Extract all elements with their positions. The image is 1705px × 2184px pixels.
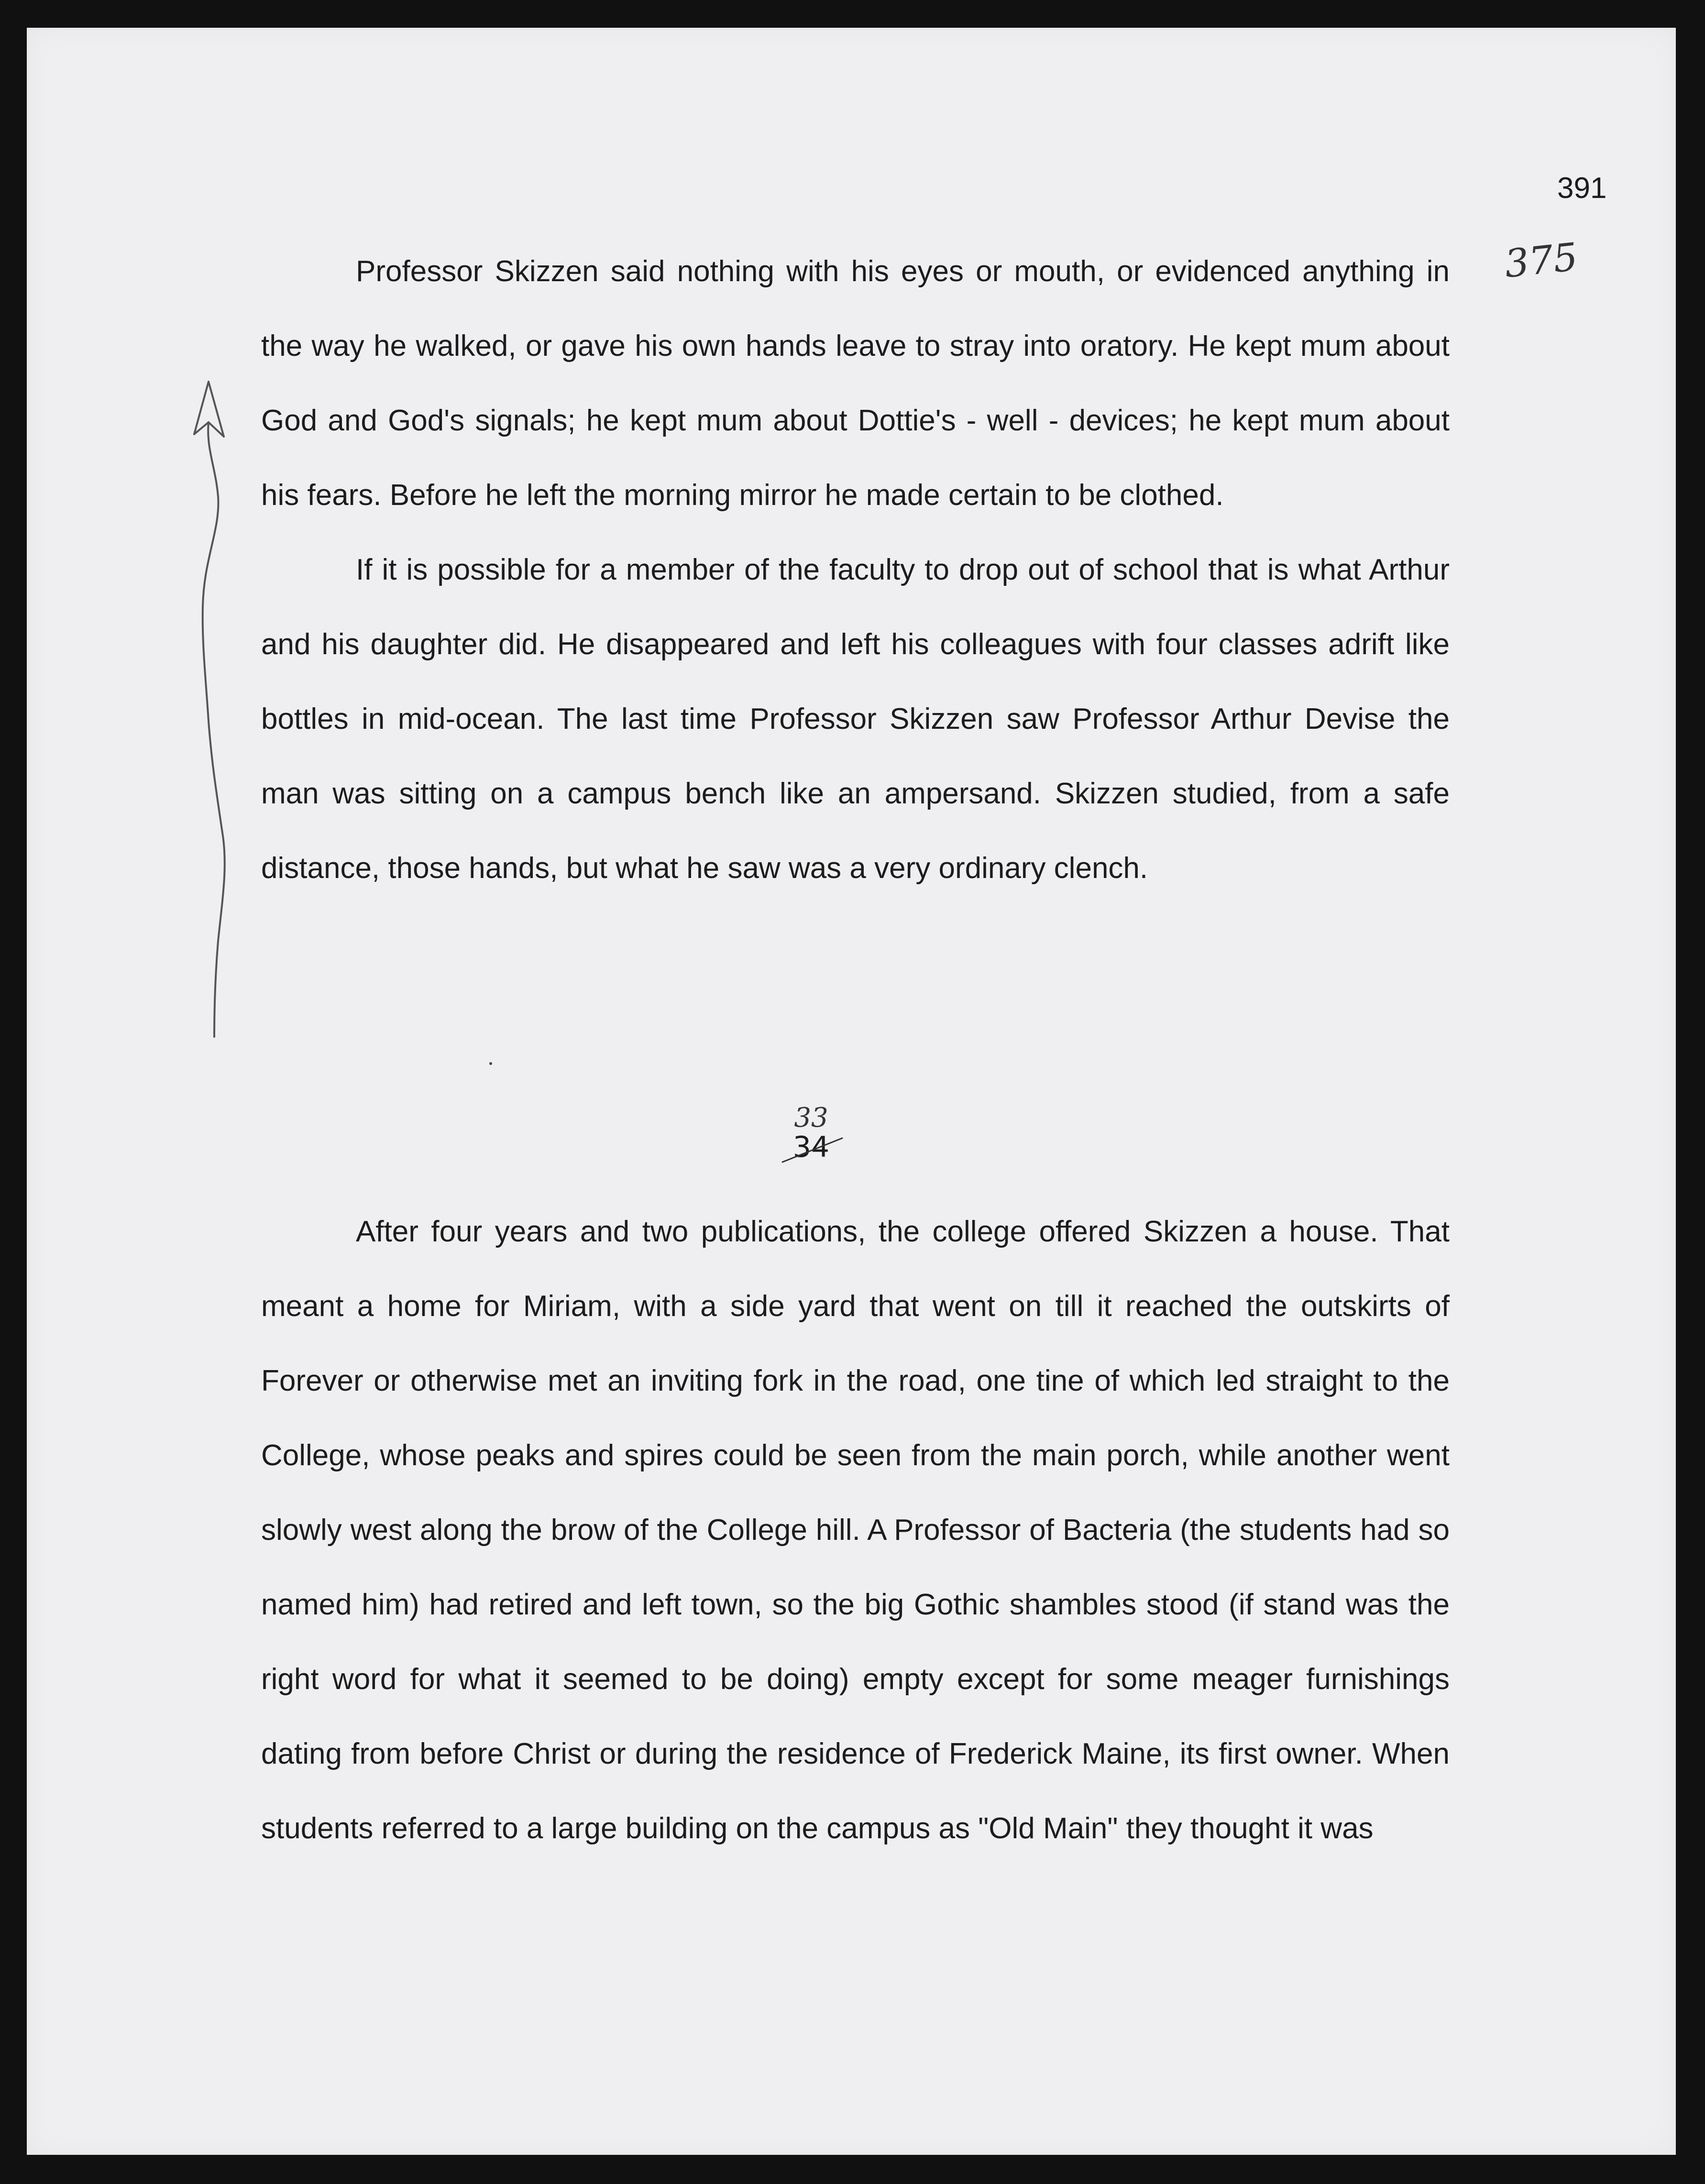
- paragraph: After four years and two publications, the college offered Skizzen a house. That meant a home for Miriam, with a side yard that went on till it reached the outskirts of Forever or otherwise met an inviting fork in the road, one tine of which led straight to the College, whose peaks and spires could be seen from the main porch, while another went slowly west along the brow of the College hill. A Professor of Bacteria (the students had so named him) had retired and left town, so the big Gothic shambles stood (if stand was the right word for what it seemed to be doing) empty except for some meager furnishings dating from before Christ or during the residence of Frederick Maine, its first owner. When students referred to a large building on the campus as "Old Main" they thought it was: [261, 1215, 1450, 1845]
- strikethrough-mark: [773, 1132, 849, 1166]
- manuscript-page: [27, 28, 1676, 2155]
- arrow-shaft: [203, 422, 225, 1037]
- text-block-after-break: [261, 1195, 1450, 1866]
- stray-mark: [489, 1062, 492, 1065]
- section-marker: [773, 1104, 849, 1162]
- handwritten-page-number: 375: [1502, 234, 1580, 286]
- page-number: 391: [1557, 172, 1607, 205]
- handwritten-section-number: 33: [794, 1102, 828, 1133]
- text-block-before-break: [261, 234, 1450, 906]
- original-section-number: 34: [792, 1130, 830, 1164]
- paragraph: If it is possible for a member of the faculty to drop out of school that is what Arthur and his daughter did. He disappeared and left his colleagues with four classes adrift like bottles in mid-ocean. The last time Professor Skizzen saw Professor Arthur Devise the man was sitting on a campus bench like an ampersand. Skizzen studied, from a safe distance, those hands, but what he saw was a very ordinary clench.: [261, 553, 1450, 885]
- margin-arrow-annotation: [170, 377, 247, 1042]
- struck-section-number: [773, 1132, 849, 1162]
- paragraph: Professor Skizzen said nothing with his eyes or mouth, or evidenced anything in the way he walked, or gave his own hands leave to stray into oratory. He kept mum about God and God's signals; he kept mum about Dottie's - well - devices; he kept mum about his fears. Before he left the morning mirror he made certain to be clothed.: [261, 255, 1450, 512]
